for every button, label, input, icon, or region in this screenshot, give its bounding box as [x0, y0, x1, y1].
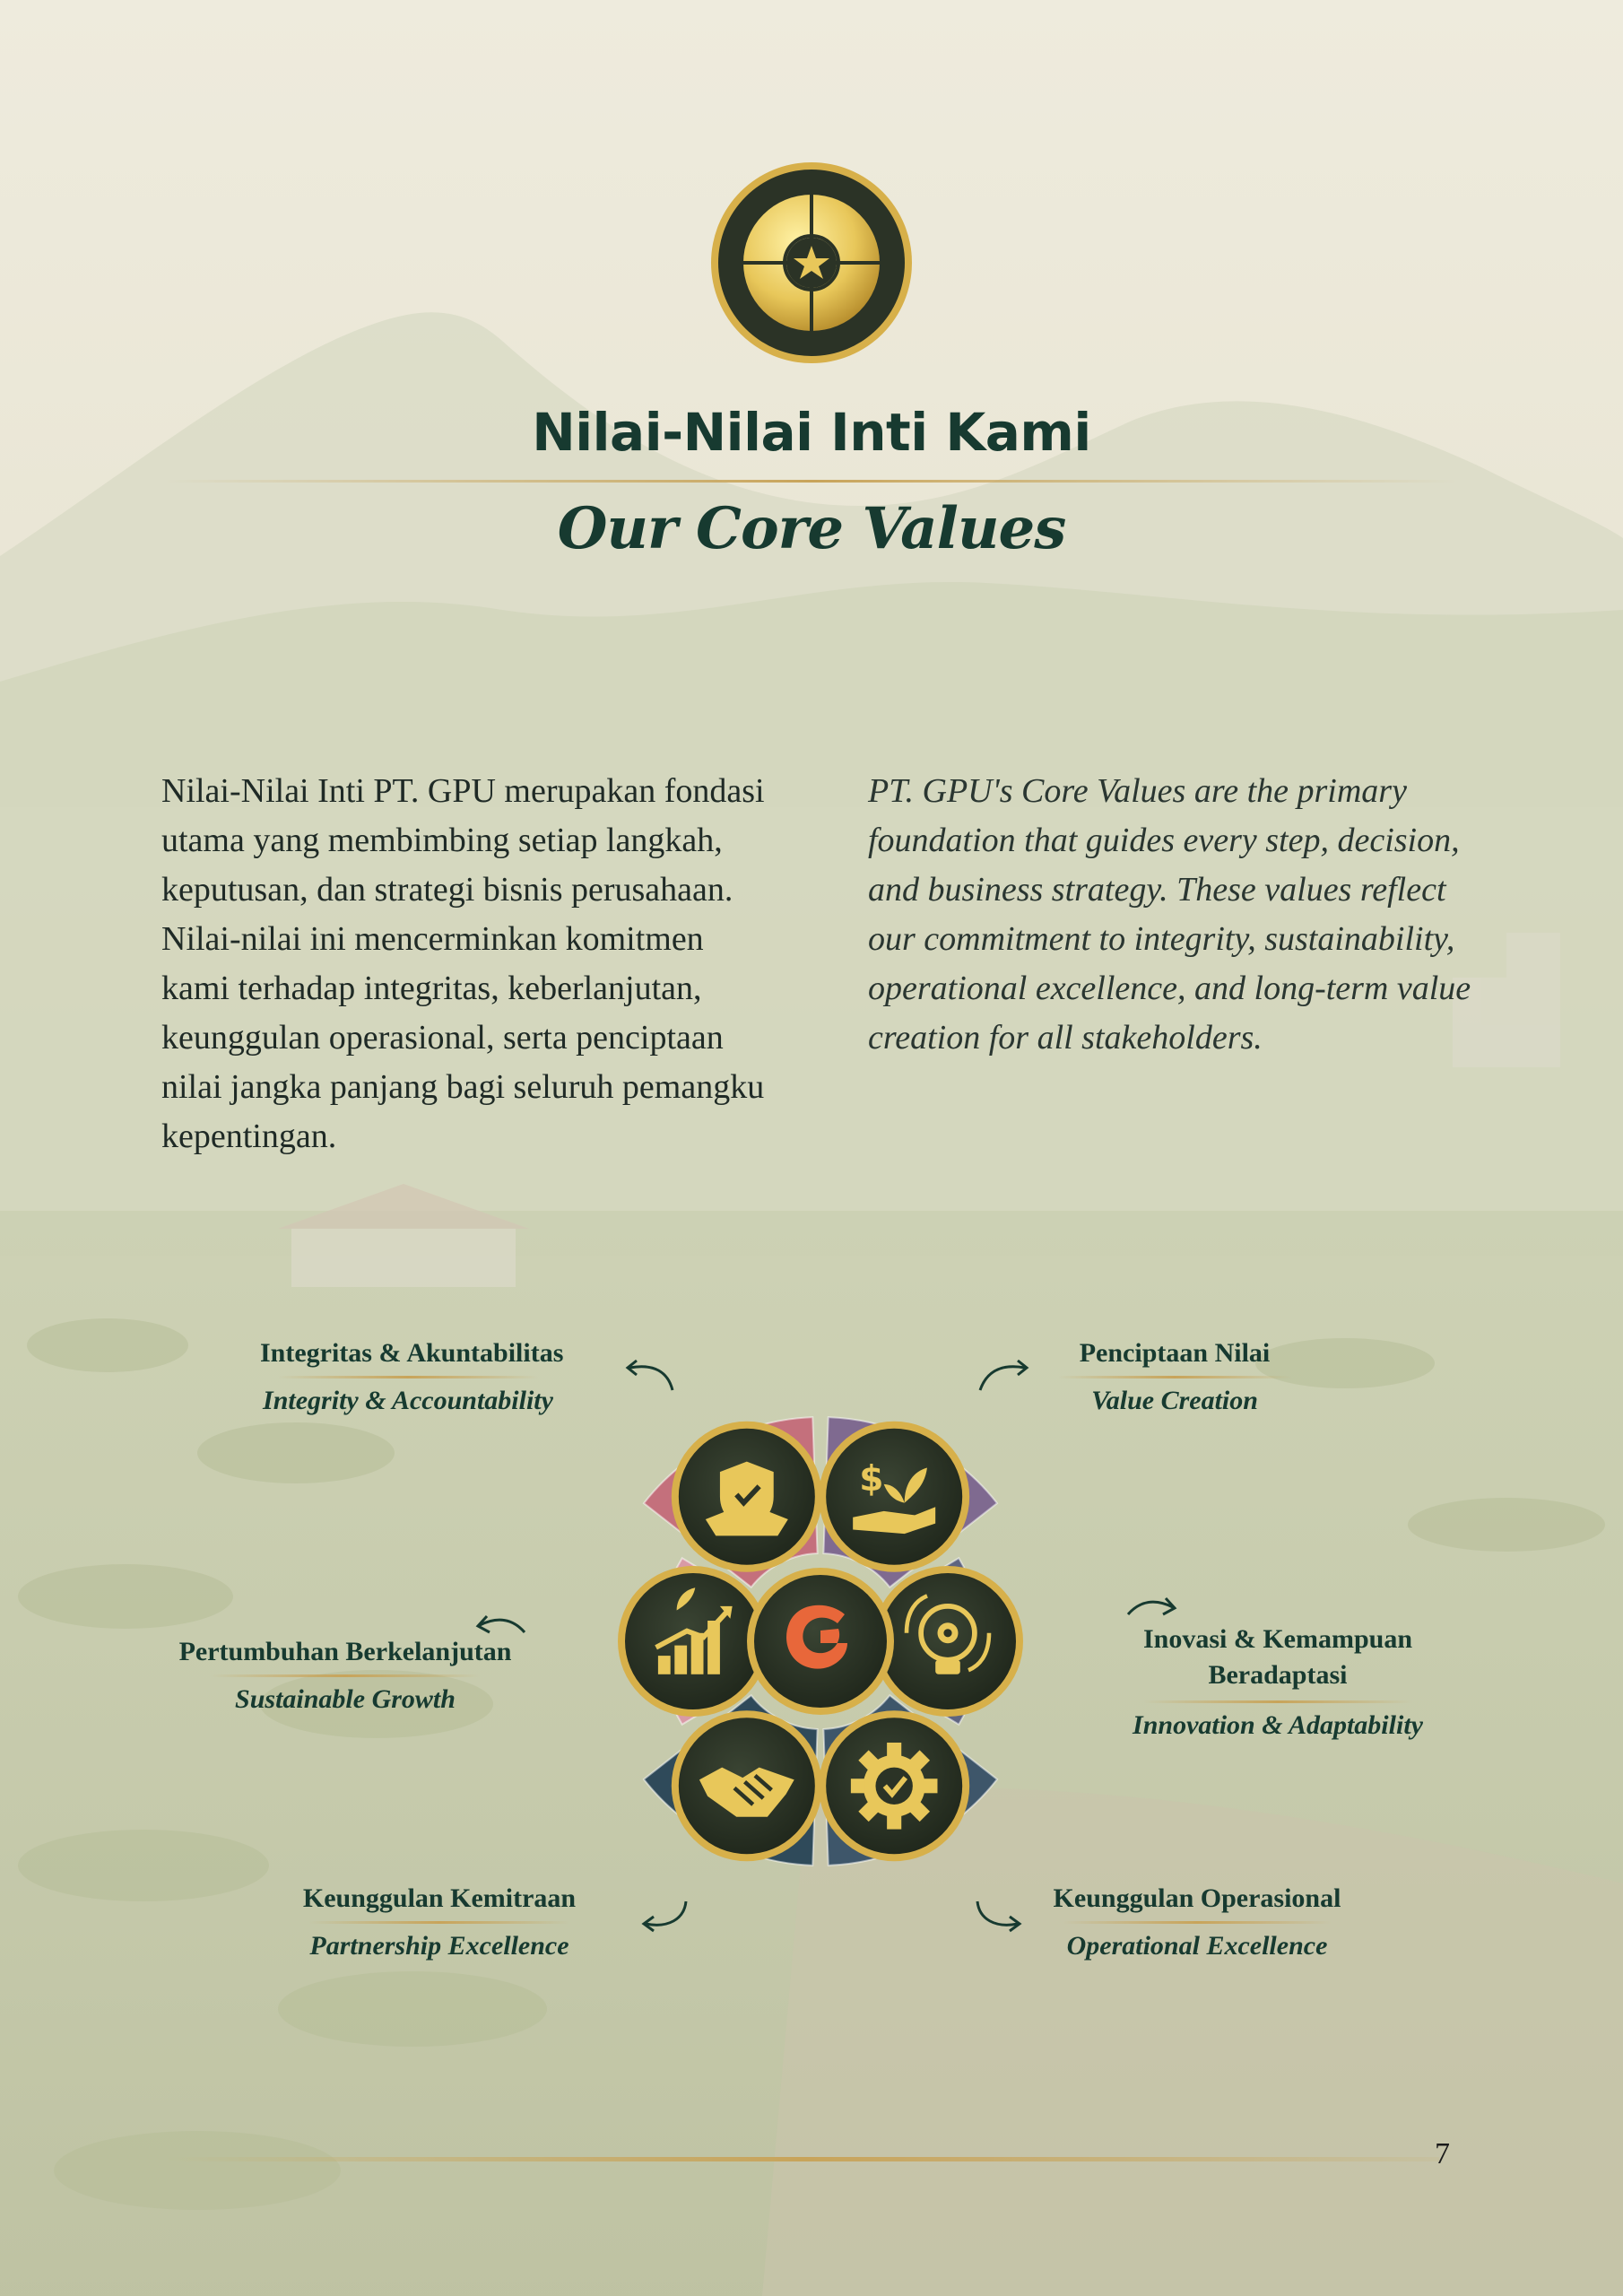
curved-arrow-icon	[973, 1350, 1036, 1395]
value-title-en: Value Creation	[1091, 1386, 1258, 1415]
lightbulb-gear-icon	[872, 1566, 1023, 1717]
value-label-value-creation	[1031, 1338, 1318, 1416]
value-title-en: Integrity & Accountability	[263, 1386, 553, 1415]
label-divider	[1143, 1700, 1412, 1703]
curved-arrow-icon	[466, 1605, 529, 1646]
value-label-sustainable-growth	[157, 1637, 534, 1715]
page-number: 7	[1435, 2137, 1450, 2170]
value-title-id: Keunggulan Kemitraan	[302, 1883, 577, 1913]
value-title-id: Integritas & Akuntabilitas	[260, 1338, 564, 1368]
curved-arrow-icon	[968, 1897, 1031, 1937]
company-logo-icon	[747, 1568, 894, 1715]
page-title: Nilai-Nilai Inti Kami	[532, 402, 1091, 463]
label-divider	[278, 1376, 538, 1378]
handshake-icon	[672, 1710, 822, 1861]
value-title-en: Sustainable Growth	[235, 1684, 456, 1714]
growth-chart-plant-icon	[618, 1566, 768, 1717]
value-title-id: Penciptaan Nilai	[1079, 1338, 1271, 1368]
value-label-integrity	[260, 1338, 564, 1416]
shield-handshake-icon	[672, 1422, 822, 1572]
puzzle-star-emblem-icon	[710, 161, 913, 364]
intro-paragraph-english: PT. GPU's Core Values are the primary foundation that guides every step, decision, and business strategy. These values reflect our commitment to integrity, sustainability, operational excellence, and long-term value creation for all stakeholders.	[868, 772, 1471, 1057]
label-divider	[211, 1674, 480, 1677]
value-label-innovation	[1121, 1622, 1435, 1741]
footer-divider	[166, 2157, 1439, 2161]
value-label-operational	[1031, 1883, 1363, 1961]
label-divider	[1058, 1376, 1291, 1378]
curved-arrow-icon	[632, 1897, 695, 1937]
curved-arrow-icon	[619, 1350, 681, 1395]
intro-paragraph-indonesian: Nilai-Nilai Inti PT. GPU merupakan fondasi utama yang membimbing setiap langkah, keputusan, dan strategi bisnis perusahaan. Nilai-nilai ini mencerminkan komitmen kami terhadap integritas, keberlanjutan, keunggulan operasional, serta penciptaan nilai jangka panjang bagi seluruh pemangku kepentingan.	[161, 772, 765, 1155]
label-divider	[1063, 1921, 1332, 1924]
value-title-en: Partnership Excellence	[309, 1931, 569, 1961]
value-title-id: Inovasi & Kemampuan Beradaptasi	[1142, 1624, 1413, 1690]
curved-arrow-icon	[1124, 1587, 1186, 1628]
value-title-id: Keunggulan Operasional	[1053, 1883, 1341, 1913]
gear-check-icon	[819, 1710, 969, 1861]
value-title-en: Innovation & Adaptability	[1133, 1710, 1423, 1740]
core-values-wheel	[529, 1345, 1067, 1937]
title-divider	[166, 480, 1457, 483]
svg-text:$: $	[859, 1458, 884, 1500]
money-plant-hand-icon	[819, 1422, 969, 1572]
value-title-en: Operational Excellence	[1066, 1931, 1328, 1961]
label-divider	[309, 1921, 569, 1924]
page-subtitle: Our Core Values	[557, 495, 1066, 562]
value-label-partnership	[278, 1883, 601, 1961]
value-title-id: Pertumbuhan Berkelanjutan	[178, 1637, 512, 1666]
